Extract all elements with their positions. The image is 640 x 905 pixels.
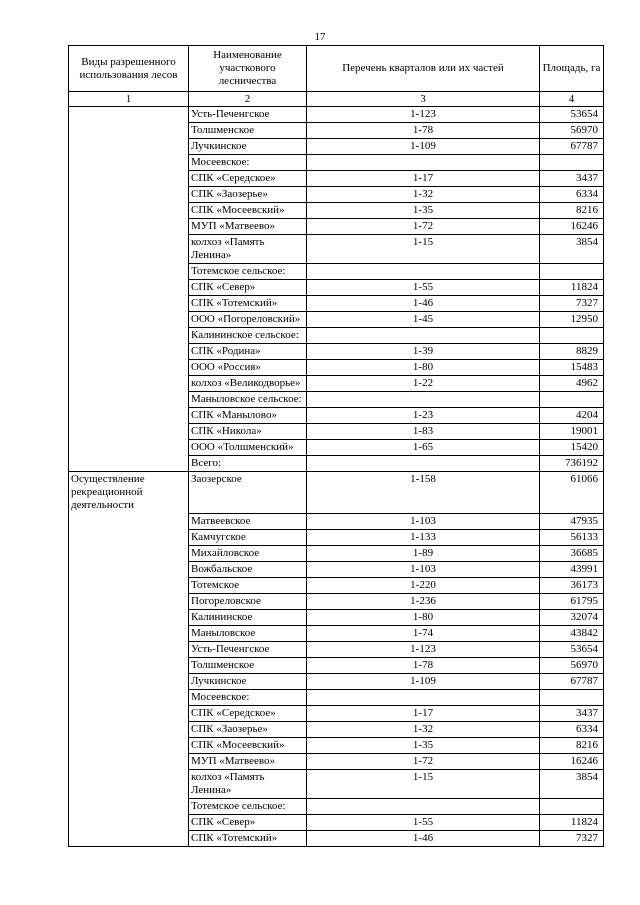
use-type-cell bbox=[69, 641, 189, 657]
use-type-cell bbox=[69, 139, 189, 155]
quarters-cell: 1-35 bbox=[307, 203, 540, 219]
table-row bbox=[69, 737, 604, 753]
use-type-cell bbox=[69, 456, 189, 472]
area-cell: 43842 bbox=[540, 625, 604, 641]
area-cell: 8216 bbox=[540, 203, 604, 219]
area-cell bbox=[540, 689, 604, 705]
quarters-cell: 1-55 bbox=[307, 814, 540, 830]
table-row bbox=[69, 264, 604, 280]
quarters-cell bbox=[307, 264, 540, 280]
area-cell: 53654 bbox=[540, 107, 604, 123]
use-type-cell bbox=[69, 721, 189, 737]
forestry-name-cell: Тотемское bbox=[189, 577, 307, 593]
quarters-cell: 1-35 bbox=[307, 737, 540, 753]
quarters-cell: 1-17 bbox=[307, 705, 540, 721]
use-type-cell bbox=[69, 219, 189, 235]
quarters-cell: 1-22 bbox=[307, 376, 540, 392]
quarters-cell: 1-78 bbox=[307, 657, 540, 673]
table-row bbox=[69, 219, 604, 235]
area-cell: 3854 bbox=[540, 235, 604, 264]
table-row bbox=[69, 798, 604, 814]
use-type-cell bbox=[69, 344, 189, 360]
column-number-row bbox=[69, 92, 604, 107]
table-row bbox=[69, 689, 604, 705]
quarters-cell bbox=[307, 689, 540, 705]
area-cell: 3437 bbox=[540, 171, 604, 187]
area-cell bbox=[540, 155, 604, 171]
area-cell: 7327 bbox=[540, 296, 604, 312]
use-type-cell bbox=[69, 280, 189, 296]
column-number: 1 bbox=[69, 92, 189, 107]
table-row bbox=[69, 107, 604, 123]
use-type-cell bbox=[69, 737, 189, 753]
quarters-cell: 1-15 bbox=[307, 235, 540, 264]
area-cell: 56970 bbox=[540, 657, 604, 673]
header-area: Площадь, га bbox=[540, 46, 604, 92]
forestry-name-cell: Всего: bbox=[189, 456, 307, 472]
forestry-name-cell: Мосеевское: bbox=[189, 689, 307, 705]
quarters-cell: 1-72 bbox=[307, 753, 540, 769]
forestry-name-cell: Матвеевское bbox=[189, 513, 307, 529]
table-row bbox=[69, 280, 604, 296]
forestry-name-cell: СПК «Середское» bbox=[189, 171, 307, 187]
quarters-cell: 1-89 bbox=[307, 545, 540, 561]
table-row bbox=[69, 312, 604, 328]
area-cell bbox=[540, 328, 604, 344]
table-row bbox=[69, 577, 604, 593]
table-row bbox=[69, 769, 604, 798]
forestry-name-cell: Заозерское bbox=[189, 472, 307, 514]
forestry-name-cell: СПК «Никола» bbox=[189, 424, 307, 440]
use-type-cell bbox=[69, 593, 189, 609]
forestry-name-cell: МУП «Матвеево» bbox=[189, 219, 307, 235]
forestry-name-cell: Калининское bbox=[189, 609, 307, 625]
table-row bbox=[69, 609, 604, 625]
table-row bbox=[69, 513, 604, 529]
quarters-cell: 1-46 bbox=[307, 830, 540, 846]
forestry-name-cell: СПК «Заозерье» bbox=[189, 187, 307, 203]
quarters-cell: 1-83 bbox=[307, 424, 540, 440]
table-row bbox=[69, 561, 604, 577]
use-type-cell bbox=[69, 657, 189, 673]
quarters-cell: 1-23 bbox=[307, 408, 540, 424]
forestry-name-cell: Вожбальское bbox=[189, 561, 307, 577]
area-cell: 11824 bbox=[540, 814, 604, 830]
quarters-cell: 1-32 bbox=[307, 721, 540, 737]
quarters-cell: 1-123 bbox=[307, 107, 540, 123]
use-type-cell bbox=[69, 561, 189, 577]
forestry-name-cell: колхоз «Память Ленина» bbox=[189, 235, 307, 264]
forestry-name-cell: Усть-Печенгское bbox=[189, 107, 307, 123]
quarters-cell: 1-109 bbox=[307, 139, 540, 155]
quarters-cell: 1-103 bbox=[307, 561, 540, 577]
table-body bbox=[69, 107, 604, 847]
use-type-cell bbox=[69, 689, 189, 705]
quarters-cell: 1-17 bbox=[307, 171, 540, 187]
table-row bbox=[69, 296, 604, 312]
quarters-cell: 1-74 bbox=[307, 625, 540, 641]
area-cell: 15420 bbox=[540, 440, 604, 456]
table-row bbox=[69, 472, 604, 514]
forestry-name-cell: СПК «Тотемский» bbox=[189, 830, 307, 846]
forestry-name-cell: Лучкинское bbox=[189, 139, 307, 155]
use-type-cell bbox=[69, 392, 189, 408]
quarters-cell bbox=[307, 456, 540, 472]
use-type-cell bbox=[69, 814, 189, 830]
table-header bbox=[69, 46, 604, 107]
header-forestry-name: Наименование участкового лесничества bbox=[189, 46, 307, 92]
area-cell bbox=[540, 392, 604, 408]
forestry-name-cell: СПК «Север» bbox=[189, 814, 307, 830]
forestry-name-cell: Толшменское bbox=[189, 657, 307, 673]
forestry-name-cell: Маныловское bbox=[189, 625, 307, 641]
use-type-cell bbox=[69, 203, 189, 219]
use-type-cell bbox=[69, 296, 189, 312]
area-cell: 47935 bbox=[540, 513, 604, 529]
area-cell: 16246 bbox=[540, 219, 604, 235]
area-cell: 8216 bbox=[540, 737, 604, 753]
table-row bbox=[69, 673, 604, 689]
use-type-cell bbox=[69, 312, 189, 328]
use-type-cell bbox=[69, 830, 189, 846]
forestry-name-cell: ООО «Погореловский» bbox=[189, 312, 307, 328]
forestry-name-cell: СПК «Мосеевский» bbox=[189, 737, 307, 753]
use-type-cell bbox=[69, 625, 189, 641]
forestry-name-cell: Толшменское bbox=[189, 123, 307, 139]
area-cell: 67787 bbox=[540, 673, 604, 689]
use-type-cell bbox=[69, 360, 189, 376]
table-row bbox=[69, 235, 604, 264]
area-cell: 36173 bbox=[540, 577, 604, 593]
area-cell: 3854 bbox=[540, 769, 604, 798]
forestry-name-cell: Тотемское сельское: bbox=[189, 798, 307, 814]
table-row bbox=[69, 376, 604, 392]
forestry-name-cell: Маныловское сельское: bbox=[189, 392, 307, 408]
use-type-cell bbox=[69, 705, 189, 721]
table-row bbox=[69, 187, 604, 203]
table-row bbox=[69, 456, 604, 472]
table-row bbox=[69, 408, 604, 424]
use-type-cell bbox=[69, 545, 189, 561]
forestry-name-cell: МУП «Матвеево» bbox=[189, 753, 307, 769]
forestry-name-cell: Михайловское bbox=[189, 545, 307, 561]
use-type-cell bbox=[69, 264, 189, 280]
quarters-cell: 1-55 bbox=[307, 280, 540, 296]
table-row bbox=[69, 344, 604, 360]
area-cell: 36685 bbox=[540, 545, 604, 561]
use-type-cell bbox=[69, 440, 189, 456]
quarters-cell: 1-15 bbox=[307, 769, 540, 798]
table-row bbox=[69, 440, 604, 456]
forestry-name-cell: СПК «Середское» bbox=[189, 705, 307, 721]
use-type-cell bbox=[69, 235, 189, 264]
table-row bbox=[69, 593, 604, 609]
use-type-cell bbox=[69, 769, 189, 798]
area-cell: 3437 bbox=[540, 705, 604, 721]
quarters-cell bbox=[307, 155, 540, 171]
area-cell: 11824 bbox=[540, 280, 604, 296]
quarters-cell bbox=[307, 392, 540, 408]
quarters-cell bbox=[307, 798, 540, 814]
quarters-cell: 1-45 bbox=[307, 312, 540, 328]
forestry-name-cell: колхоз «Великодворье» bbox=[189, 376, 307, 392]
forestry-name-cell: Усть-Печенгское bbox=[189, 641, 307, 657]
header-quarters: Перечень кварталов или их частей bbox=[307, 46, 540, 92]
table-row bbox=[69, 545, 604, 561]
use-type-cell bbox=[69, 513, 189, 529]
table-row bbox=[69, 705, 604, 721]
forest-use-table bbox=[68, 45, 604, 847]
forestry-name-cell: Лучкинское bbox=[189, 673, 307, 689]
quarters-cell: 1-39 bbox=[307, 344, 540, 360]
table-row bbox=[69, 814, 604, 830]
use-type-cell bbox=[69, 376, 189, 392]
area-cell: 15483 bbox=[540, 360, 604, 376]
area-cell: 56133 bbox=[540, 529, 604, 545]
area-cell: 6334 bbox=[540, 187, 604, 203]
area-cell: 16246 bbox=[540, 753, 604, 769]
area-cell: 43991 bbox=[540, 561, 604, 577]
quarters-cell: 1-32 bbox=[307, 187, 540, 203]
use-type-cell bbox=[69, 673, 189, 689]
use-type-cell bbox=[69, 123, 189, 139]
forestry-name-cell: Камчугское bbox=[189, 529, 307, 545]
area-cell: 67787 bbox=[540, 139, 604, 155]
quarters-cell: 1-236 bbox=[307, 593, 540, 609]
use-type-cell bbox=[69, 155, 189, 171]
column-number: 2 bbox=[189, 92, 307, 107]
table-row bbox=[69, 155, 604, 171]
use-type-cell bbox=[69, 753, 189, 769]
table-row bbox=[69, 171, 604, 187]
table-row bbox=[69, 360, 604, 376]
use-type-cell bbox=[69, 609, 189, 625]
forestry-name-cell: Мосеевское: bbox=[189, 155, 307, 171]
table-row bbox=[69, 753, 604, 769]
area-cell: 61066 bbox=[540, 472, 604, 514]
quarters-cell: 1-72 bbox=[307, 219, 540, 235]
use-type-cell bbox=[69, 529, 189, 545]
quarters-cell: 1-65 bbox=[307, 440, 540, 456]
forestry-name-cell: ООО «Толшменский» bbox=[189, 440, 307, 456]
use-type-cell bbox=[69, 107, 189, 123]
area-cell: 736192 bbox=[540, 456, 604, 472]
quarters-cell: 1-80 bbox=[307, 360, 540, 376]
table-row bbox=[69, 641, 604, 657]
area-cell: 7327 bbox=[540, 830, 604, 846]
area-cell: 4204 bbox=[540, 408, 604, 424]
area-cell: 4962 bbox=[540, 376, 604, 392]
table-row bbox=[69, 657, 604, 673]
table-row bbox=[69, 328, 604, 344]
table-row bbox=[69, 139, 604, 155]
use-type-cell bbox=[69, 798, 189, 814]
forestry-name-cell: СПК «Родина» bbox=[189, 344, 307, 360]
area-cell: 56970 bbox=[540, 123, 604, 139]
forestry-name-cell: колхоз «Память Ленина» bbox=[189, 769, 307, 798]
quarters-cell: 1-133 bbox=[307, 529, 540, 545]
forestry-name-cell: ООО «Россия» bbox=[189, 360, 307, 376]
use-type-cell bbox=[69, 328, 189, 344]
forestry-name-cell: Калининское сельское: bbox=[189, 328, 307, 344]
forestry-name-cell: СПК «Север» bbox=[189, 280, 307, 296]
area-cell: 6334 bbox=[540, 721, 604, 737]
use-type-cell bbox=[69, 424, 189, 440]
forestry-name-cell: СПК «Тотемский» bbox=[189, 296, 307, 312]
quarters-cell: 1-46 bbox=[307, 296, 540, 312]
area-cell: 32074 bbox=[540, 609, 604, 625]
quarters-cell: 1-158 bbox=[307, 472, 540, 514]
quarters-cell bbox=[307, 328, 540, 344]
use-type-cell bbox=[69, 187, 189, 203]
area-cell: 12950 bbox=[540, 312, 604, 328]
area-cell bbox=[540, 264, 604, 280]
use-type-cell: Осуществление рекреационной деятельности bbox=[69, 472, 189, 514]
quarters-cell: 1-80 bbox=[307, 609, 540, 625]
area-cell: 53654 bbox=[540, 641, 604, 657]
forestry-name-cell: СПК «Маныловo» bbox=[189, 408, 307, 424]
page-number: 17 bbox=[314, 31, 326, 43]
table-row bbox=[69, 625, 604, 641]
forestry-name-cell: Тотемское сельское: bbox=[189, 264, 307, 280]
quarters-cell: 1-220 bbox=[307, 577, 540, 593]
table-row bbox=[69, 123, 604, 139]
column-number: 3 bbox=[307, 92, 540, 107]
area-cell bbox=[540, 798, 604, 814]
quarters-cell: 1-123 bbox=[307, 641, 540, 657]
header-use-type: Виды разрешенного использования лесов bbox=[69, 46, 189, 92]
header-row bbox=[69, 46, 604, 92]
table-row bbox=[69, 424, 604, 440]
forestry-name-cell: Погореловское bbox=[189, 593, 307, 609]
use-type-cell bbox=[69, 171, 189, 187]
table-row bbox=[69, 830, 604, 846]
forestry-name-cell: СПК «Заозерье» bbox=[189, 721, 307, 737]
use-type-cell bbox=[69, 577, 189, 593]
table-row bbox=[69, 721, 604, 737]
forestry-name-cell: СПК «Мосеевский» bbox=[189, 203, 307, 219]
quarters-cell: 1-109 bbox=[307, 673, 540, 689]
quarters-cell: 1-103 bbox=[307, 513, 540, 529]
quarters-cell: 1-78 bbox=[307, 123, 540, 139]
table-row bbox=[69, 529, 604, 545]
area-cell: 8829 bbox=[540, 344, 604, 360]
table-row bbox=[69, 392, 604, 408]
column-number: 4 bbox=[540, 92, 604, 107]
area-cell: 61795 bbox=[540, 593, 604, 609]
table-row bbox=[69, 203, 604, 219]
use-type-cell bbox=[69, 408, 189, 424]
area-cell: 19001 bbox=[540, 424, 604, 440]
